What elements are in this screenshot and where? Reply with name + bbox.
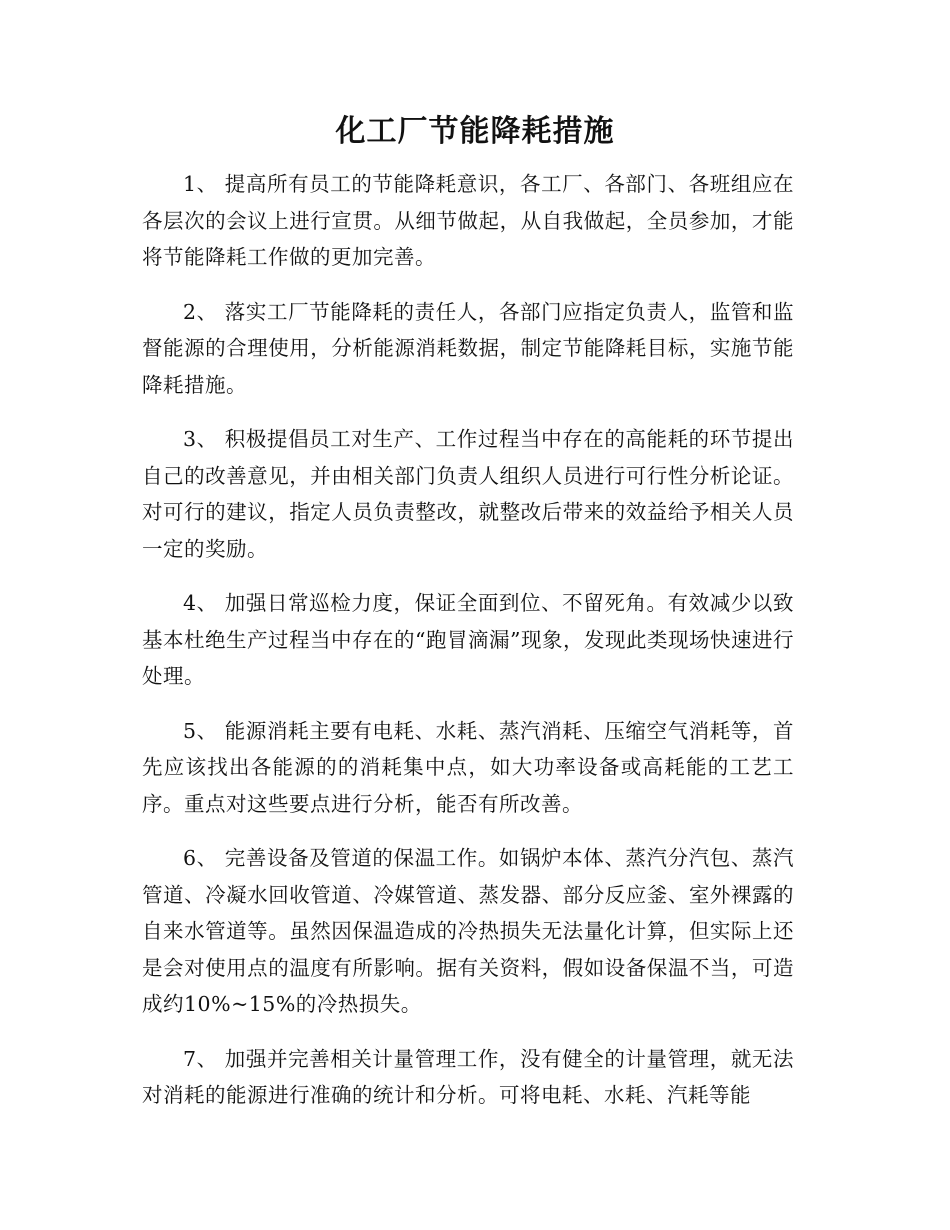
paragraph-5: 5、 能源消耗主要有电耗、水耗、蒸汽消耗、压缩空气消耗等，首先应该找出各能源的的消耗集中点，如大功率设备或高耗能的工艺工序。重点对这些要点进行分析，能否有所改善。: [142, 718, 794, 816]
paragraph-1: 1、 提高所有员工的节能降耗意识，各工厂、各部门、各班组应在各层次的会议上进行宣贯。从细节做起，从自我做起，全员参加，才能将节能降耗工作做的更加完善。: [142, 172, 794, 269]
paragraph-7: 7、 加强并完善相关计量管理工作，没有健全的计量管理，就无法对消耗的能源进行准确的统计和分析。可将电耗、水耗、汽耗等能: [142, 1046, 794, 1107]
paragraph-4: 4、 加强日常巡检力度，保证全面到位、不留死角。有效减少以致基本杜绝生产过程当中存在的“跑冒滴漏”现象，发现此类现场快速进行处理。: [142, 591, 794, 688]
paragraph-2: 2、 落实工厂节能降耗的责任人，各部门应指定负责人，监管和监督能源的合理使用，分析能源消耗数据，制定节能降耗目标，实施节能降耗措施。: [142, 299, 794, 397]
document-body: [142, 166, 794, 1132]
paragraph-3: 3、 积极提倡员工对生产、工作过程当中存在的高能耗的环节提出自己的改善意见，并由相关部门负责人组织人员进行可行性分析论证。对可行的建议，指定人员负责整改，就整改后带来的效益给予相关人员一定的奖励。: [142, 427, 794, 561]
document-title: 化工厂节能降耗措施: [335, 114, 615, 149]
paragraph-6: 6、 完善设备及管道的保温工作。如锅炉本体、蒸汽分汽包、蒸汽管道、冷凝水回收管道、冷媒管道、蒸发器、部分反应釜、室外裸露的自来水管道等。虽然因保温造成的冷热损失无法量化计算，但实际上还是会对使用点的温度有所影响。据有关资料，假如设备保温不当，可造成约10%~15%的冷热损失。: [142, 846, 794, 1016]
